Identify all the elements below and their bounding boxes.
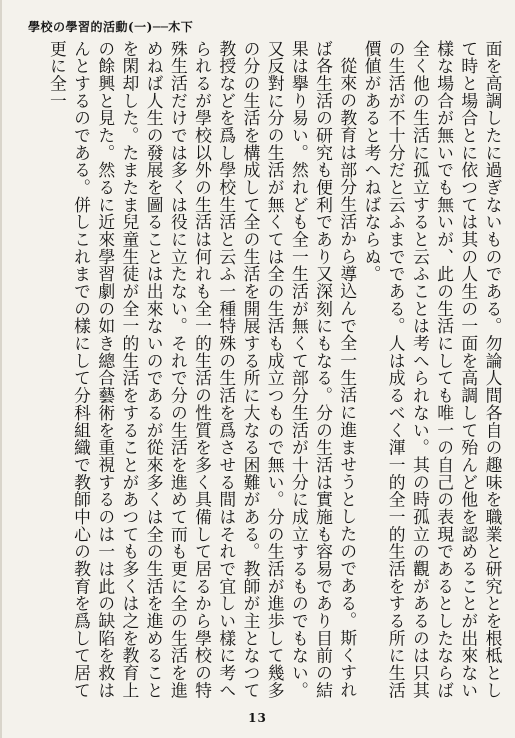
page-number: 13 — [248, 711, 267, 725]
paragraph-2: 從來の教育は部分生活から導込んで全一生活に進ませうとしたのである。斯くすれば各生活の研究も便利であり又深刻にもなる。分の生活は實施も容易であり目前の結果は擧り易い。然れども全一生活が無くて部分生活が十分に成立するものでもない。又反對に分の生活が無くては全の生活も成立つもので無い。分の生活が進歩して幾多の分の生活を構成して全の生活を開展する所に大なる困難がある。教師が主となつて教授などを爲し學校生活と云ふ一種特殊の生活を爲させる間はそれで宜しい樣に考へられるが學校以外の生活は何れも全一的生活の性質を多く具備して居るから學校の特殊生活だけでは多くは役に立たない。それで分の生活を進めて而も更に全の生活を進めねば人生の發展を圖ることは出來ないのであるが從來多くは全の生活を進めることを閑却した。たまたま兒童生徒が全一的生活をすることがあつても多くは之を教育上の餘興と見た。然るに近來學習劇の如き總合藝術を重視するのは一は此の缺陷を救はんとするのである。併しこれまでの樣にして分科組織で教師中心の教育を爲して居て更に全一 — [47, 40, 358, 699]
body-text — [17, 40, 505, 704]
paragraph-1: 面を高調したに過ぎないものである。勿論人間各自の趣味を職業と研究とを根柢として時と場合とに依つては其の人生の一面を高調して殆んど他を認めることが出來ない樣な場合が無いでも無いが、此の生活にしても唯一の自己の表現であるとしたならば全く他の生活に孤立すると云ふことは考へられない。其の時孤立の觀があるのは只其の生活が不十分だと云ふまでである。人は成るべく渾一的全一的生活をする所に生活價値があると考へねばならぬ。 — [361, 40, 503, 699]
running-header: 學校の學習的活動(一)──木下 — [28, 20, 194, 34]
